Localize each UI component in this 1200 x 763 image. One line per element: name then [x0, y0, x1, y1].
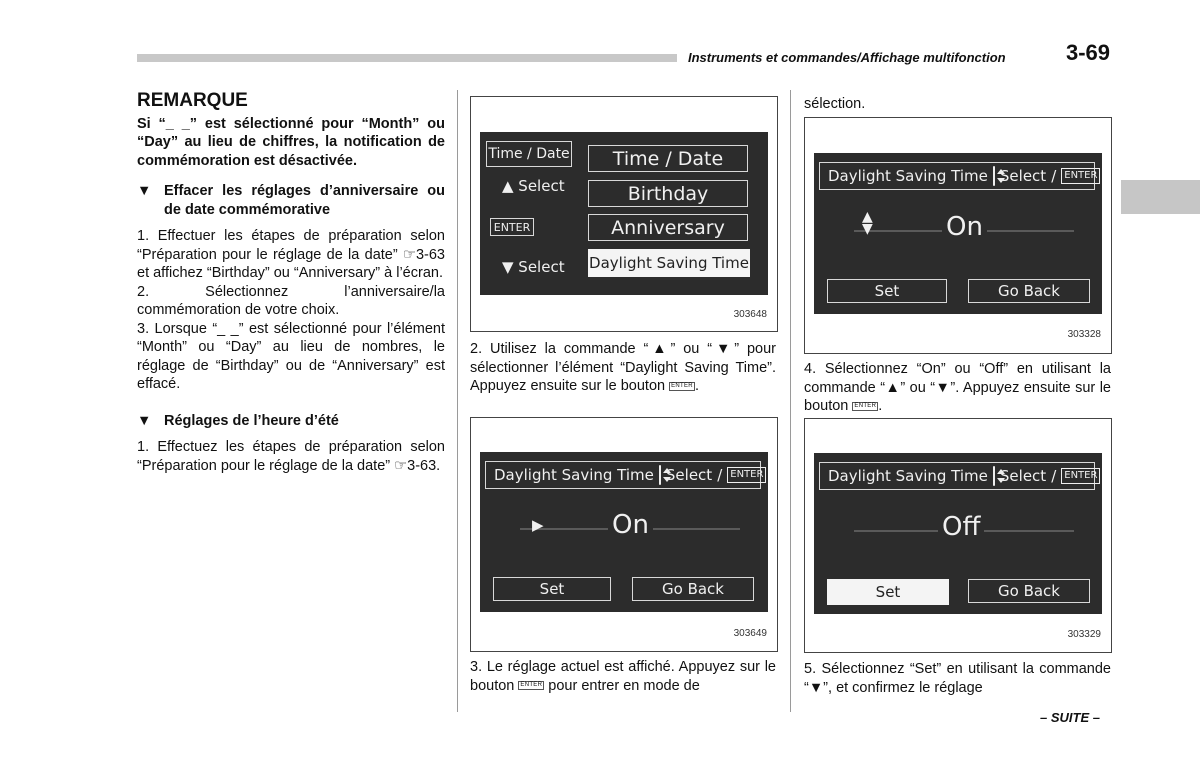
set-button: Set	[827, 279, 947, 303]
display-screen	[480, 132, 768, 295]
page-number: 3-69	[1066, 40, 1111, 65]
column-divider-2	[790, 90, 791, 712]
setting-value: Off	[938, 512, 984, 542]
display-screen	[480, 452, 768, 612]
chapter-tab	[1121, 180, 1200, 214]
down-select-label: ▼ Select	[502, 258, 565, 276]
enter-key-label: ENTER	[727, 467, 766, 483]
screen-title-bar: Daylight Saving Time Select / ENTER	[819, 162, 1095, 190]
paragraph-step2: 2. Sélectionnez l’anniversaire/la commémoration de votre choix.	[137, 283, 445, 318]
figure-number: 303328	[1067, 329, 1101, 340]
set-button: Set	[493, 577, 611, 601]
menu-item-daylight-saving: Daylight Saving Time	[588, 249, 750, 277]
go-back-button: Go Back	[968, 279, 1090, 303]
enter-key-label: ENTER	[490, 218, 534, 236]
up-down-icon	[993, 466, 995, 486]
right-paragraph-step4: 4. Sélectionnez “On” ou “Off” en utilisant la commande “▲” ou “▼”. Appuyez ensuite sur le bouton ENTER .	[804, 361, 1111, 414]
paragraph-step3: 3. Lorsque “_ _” est sélectionné pour l’élément “Month” ou “Day” au lieu de nombres, le réglage de “Birthday” ou de “Anniversary” est effacé.	[137, 320, 445, 392]
left-column	[137, 92, 445, 475]
right-paragraph-selection: sélection.	[804, 96, 866, 112]
triangle-bullet-icon: ▼	[137, 412, 152, 429]
screen-title-bar: Daylight Saving Time Select / ENTER	[819, 462, 1095, 490]
enter-key-label: ENTER	[1061, 168, 1100, 184]
paragraph-dst-step1: 1. Effectuez les étapes de préparation selon “Préparation pour le réglage de la date” ☞3-63.	[137, 439, 445, 474]
menu-item-anniversary: Anniversary	[588, 214, 748, 241]
right-paragraph-step5: 5. Sélectionnez “Set” en utilisant la commande “▼”, et confirmez le réglage	[804, 661, 1111, 696]
up-select-label: ▲ Select	[502, 177, 565, 195]
up-down-icon	[993, 166, 995, 186]
figure-303648	[470, 96, 778, 332]
screen-title-bar: Daylight Saving Time Select / ENTER	[485, 461, 761, 489]
enter-button-icon: ENTER	[854, 402, 877, 409]
setting-value: On	[942, 212, 987, 242]
go-back-button: Go Back	[968, 579, 1090, 603]
continued-label: – SUITE –	[1040, 710, 1100, 725]
column-divider-1	[457, 90, 458, 712]
paragraph-step1: 1. Effectuer les étapes de préparation selon “Préparation pour le réglage de la date” ☞3-63 et affichez “Birthday” ou “Anniversary” à l’écran.	[137, 228, 445, 281]
figure-303649	[470, 417, 778, 652]
mid-paragraph-step2: 2. Utilisez la commande “▲” ou “▼” pour sélectionner l’élément “Daylight Saving Time”. Appuyez ensuite sur le bouton ENTER .	[470, 341, 776, 394]
up-down-icon	[659, 465, 661, 485]
menu-item-time-date: Time / Date	[588, 145, 748, 172]
mid-paragraph-step3: 3. Le réglage actuel est affiché. Appuyez sur le bouton ENTER pour entrer en mode de	[470, 659, 776, 694]
section-heading-dst: ▼ Réglages de l’heure d’été	[137, 412, 339, 429]
header-rule	[137, 54, 677, 62]
display-screen	[814, 153, 1102, 314]
triangle-bullet-icon: ▼	[137, 183, 152, 199]
enter-button-icon: ENTER	[671, 382, 693, 389]
display-screen	[814, 453, 1102, 614]
menu-item-birthday: Birthday	[588, 180, 748, 207]
up-down-arrows-icon: ▲ ▼	[862, 209, 873, 237]
remarque-title: REMARQUE	[137, 90, 248, 111]
set-button-selected: Set	[827, 579, 949, 605]
section-heading-erase: ▼ Effacer les réglages d’anniversaire ou de date commémorative	[137, 183, 445, 218]
screen-tag: Time / Date	[486, 141, 572, 167]
setting-value: On	[608, 510, 653, 540]
enter-button-icon: ENTER	[520, 682, 543, 689]
figure-number: 303648	[733, 309, 767, 320]
figure-number: 303649	[733, 628, 767, 639]
running-header: Instruments et commandes/Affichage multifonction	[688, 50, 1006, 65]
enter-key-label: ENTER	[1061, 468, 1100, 484]
figure-303329	[804, 418, 1112, 653]
cursor-arrow-icon: ▶	[532, 516, 544, 534]
remarque-body: Si “_ _” est sélectionné pour “Month” ou “Day” au lieu de chiffres, la notification de commémoration est désactivée.	[137, 115, 445, 169]
figure-number: 303329	[1067, 629, 1101, 640]
go-back-button: Go Back	[632, 577, 754, 601]
figure-303328	[804, 117, 1112, 354]
